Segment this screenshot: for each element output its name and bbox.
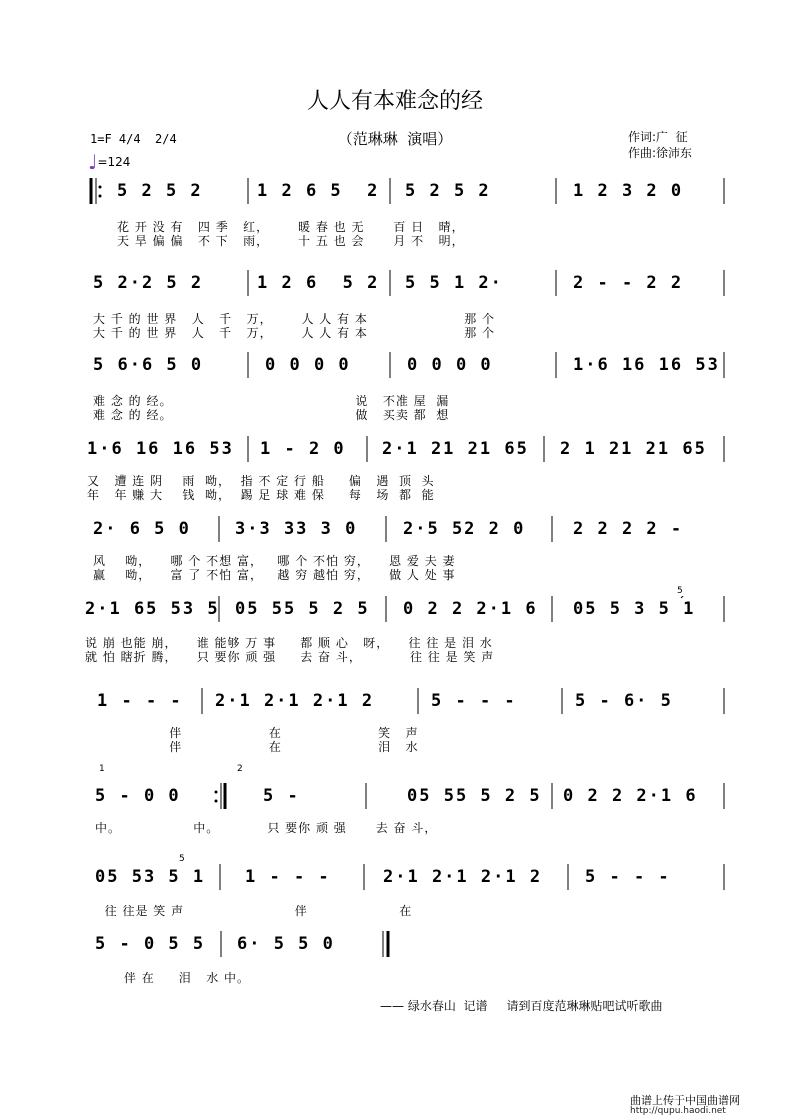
measure: 2·1 65 53 5	[85, 599, 220, 619]
measure: 5 2 5 2	[117, 181, 203, 201]
grace-note: 5	[179, 854, 185, 864]
measure: 5 - - -	[585, 867, 671, 887]
watermark-url: http://qupu.haodi.net	[630, 1106, 726, 1116]
measure: 1 - - -	[97, 691, 183, 711]
lyric-verse-1: 又 遭 连 阴 雨 呦， 指 不 定 行 船 偏 遇 顶 头	[87, 474, 435, 488]
measure: 2 1 21 21 65	[560, 439, 707, 459]
lyric-verse-1: 花 开 没 有 四 季 红， 暖 春 也 无 百 日 晴，	[117, 220, 465, 234]
measure: 1 2 6 5 2	[257, 181, 380, 201]
lyric-verse-2: 就 怕 瞎折 腾， 只 要你 顽 强 去 奋 斗， 往 往 是 笑 声	[85, 650, 495, 664]
transcriber-note: —— 绿水春山 记谱 请到百度范琳琳贴吧试听歌曲	[380, 999, 663, 1013]
score-row	[85, 931, 725, 1049]
lyric-verse-2: 赢 呦， 富 了 不怕 富， 越 穷 越怕 穷， 做 人 处 事	[93, 568, 456, 582]
singer-credit: （范琳琳 演唱）	[337, 130, 453, 148]
measure: 2· 6 5 0	[93, 519, 191, 539]
lyric-verse-1: 伴 在 笑 声	[97, 726, 419, 740]
measure: 1 2 3 2 0	[573, 181, 684, 201]
measure: 1 - 2 0	[260, 439, 346, 459]
tempo-marking	[88, 150, 130, 174]
volta-first: 1	[99, 764, 105, 774]
lyric-verse-1: 难 念 的 经。 说 不准 屋 漏	[93, 394, 450, 408]
lyric-verse-2: 伴 在 泪 水	[97, 740, 419, 754]
measure: 2 2 2 2 -	[573, 519, 684, 539]
grace-note: 5	[677, 586, 683, 596]
measure: 3·3 33 3 0	[235, 519, 358, 539]
lyric-verse-2: 难 念 的 经。 做 买卖 都 想	[93, 408, 450, 422]
measure: 1 - - -	[245, 867, 331, 887]
measure: 5 2 5 2	[405, 181, 491, 201]
measure: 2 - - 2 2	[573, 273, 684, 293]
tempo-value: =124	[97, 155, 131, 169]
measure: 0 2 2 2·1 6	[403, 599, 538, 619]
measure: 0 2 2 2·1 6	[563, 786, 698, 806]
measure: 1·6 16 16 53	[87, 439, 234, 459]
measure: 5 - - -	[431, 691, 517, 711]
lyric-verse-2: 大 千 的 世 界 人 千 万， 人 人 有 本 那 个	[93, 326, 496, 340]
measure: 1 2 6 5 2	[257, 273, 380, 293]
measure: 2·1 2·1 2·1 2	[215, 691, 375, 711]
measure: 2·1 2·1 2·1 2	[383, 867, 543, 887]
measure: 0 0 0 0	[407, 355, 493, 375]
lyric-verse-1: 中。 中。 只 要你 顽 强 去 奋 斗，	[95, 821, 438, 835]
composer-credit: 作曲:徐沛东	[628, 146, 693, 160]
song-title: 人人有本难念的经	[306, 89, 483, 114]
measure: 5 - 0 5 5	[95, 934, 206, 954]
lyricist-credit: 作词:广 征	[628, 130, 688, 144]
lyric-verse-1: 大 千 的 世 界 人 千 万， 人 人 有 本 那 个	[93, 312, 496, 326]
measure: 05 55 5 2 5	[407, 786, 542, 806]
measure: 5 2·2 5 2	[93, 273, 204, 293]
measure: 5 - 6· 5	[575, 691, 673, 711]
measure: 05 53 5 1	[95, 867, 206, 887]
measure: 0 0 0 0	[265, 355, 351, 375]
lyric-verse-2: 年 年 赚 大 钱 呦， 踢 足 球 难 保 每 场 都 能	[87, 488, 435, 502]
watermark-site: 曲谱上传于中国曲谱网	[630, 1094, 740, 1107]
measure: 6· 5 5 0	[237, 934, 335, 954]
measure: 2·1 21 21 65	[382, 439, 529, 459]
measure: 1·6 16 16 53	[573, 355, 720, 375]
measure: 5 5 1 2·	[405, 273, 503, 293]
volta-second: 2	[237, 764, 243, 774]
lyric-verse-2: 天 旱 偏 偏 不 下 雨， 十 五 也 会 月 不 明，	[117, 234, 465, 248]
lyric-verse-1: 伴 在 泪 水 中。	[95, 971, 251, 985]
lyric-verse-1: 说 崩 也能 崩， 谁 能够 万 事 都 顺 心 呀， 往 往 是 泪 水	[85, 636, 493, 650]
measure: 5 6·6 5 0	[93, 355, 204, 375]
quarter-note-icon: ♩	[88, 150, 98, 174]
measure: 5 - 0 0	[95, 786, 181, 806]
measure: 5 -	[263, 786, 300, 806]
lyric-verse-1: 风 呦， 哪 个 不想 富， 哪 个 不怕 穷， 恩 爱 夫 妻	[93, 554, 456, 568]
measure: 05 5 3 5 1	[573, 599, 696, 619]
measure: 2·5 52 2 0	[403, 519, 526, 539]
lyric-verse-1: 往 往是 笑 声 伴 在	[95, 904, 413, 918]
key-signature: 1=F 4/4 2/4	[90, 132, 177, 146]
measure: 05 55 5 2 5	[235, 599, 370, 619]
